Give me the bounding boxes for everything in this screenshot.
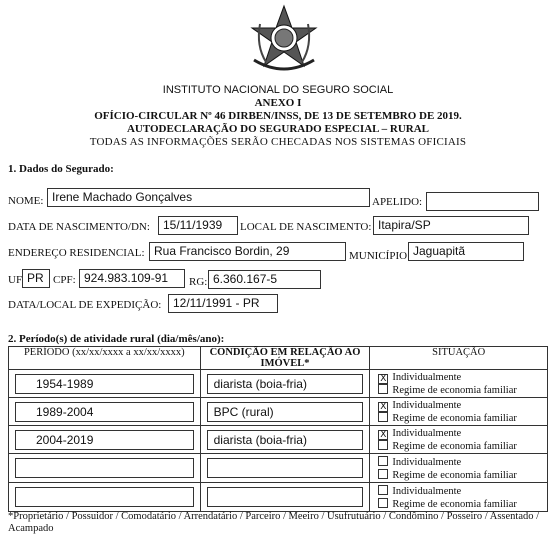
periodo-cell xyxy=(9,370,201,398)
coat-of-arms-emblem xyxy=(246,2,322,78)
condicao-field[interactable]: diarista (boia-fria) xyxy=(207,374,364,394)
individual-option[interactable] xyxy=(378,400,547,412)
individual-checkbox[interactable]: X xyxy=(380,402,387,412)
individual-label: Individualmente xyxy=(392,428,462,439)
condicao-cell xyxy=(200,398,370,426)
apelido-label: APELIDO: xyxy=(372,196,423,208)
individual-option[interactable] xyxy=(378,485,547,498)
nome-field[interactable]: Irene Machado Gonçalves xyxy=(47,188,370,207)
periodo-field[interactable] xyxy=(15,458,194,478)
regime-checkbox[interactable] xyxy=(378,384,388,394)
uf-label: UF xyxy=(8,274,23,286)
regime-checkbox[interactable] xyxy=(378,469,388,479)
circular-title: OFÍCIO-CIRCULAR Nº 46 DIRBEN/INSS, DE 13 DE SETEMBRO DE 2019. xyxy=(94,110,462,122)
table-row xyxy=(9,370,548,398)
rg-field[interactable]: 6.360.167-5 xyxy=(208,270,321,289)
situacao-cell xyxy=(370,426,548,454)
condicao-field[interactable] xyxy=(207,487,364,507)
uf-field[interactable]: PR xyxy=(22,269,50,288)
individual-option[interactable] xyxy=(378,372,547,384)
table-row xyxy=(9,454,548,483)
condicao-field[interactable]: diarista (boia-fria) xyxy=(207,430,364,450)
condicao-field[interactable]: BPC (rural) xyxy=(207,402,364,422)
condicao-cell xyxy=(200,370,370,398)
col-condicao-header: CONDIÇÃO EM RELAÇÃO AO IMÓVEL* xyxy=(200,347,370,370)
institute-name: INSTITUTO NACIONAL DO SEGURO SOCIAL xyxy=(162,84,394,96)
periodo-cell xyxy=(9,426,201,454)
regime-label: Regime de economia familiar xyxy=(392,470,517,481)
regime-checkbox[interactable] xyxy=(378,498,388,508)
individual-checkbox[interactable]: X xyxy=(380,430,387,440)
endereco-field[interactable]: Rua Francisco Bordin, 29 xyxy=(149,242,346,261)
individual-checkbox[interactable] xyxy=(378,485,388,495)
individual-label: Individualmente xyxy=(392,457,462,468)
table-row xyxy=(9,398,548,426)
individual-checkbox[interactable]: X xyxy=(380,374,387,384)
periodo-field[interactable]: 2004-2019 xyxy=(15,430,194,450)
rural-activity-table xyxy=(8,346,548,512)
periodo-cell xyxy=(9,398,201,426)
situacao-cell xyxy=(370,370,548,398)
table-row xyxy=(9,426,548,454)
condicao-cell xyxy=(200,426,370,454)
endereco-label: ENDEREÇO RESIDENCIAL: xyxy=(8,247,145,259)
condicao-cell xyxy=(200,483,370,512)
annex-label: ANEXO I xyxy=(254,97,302,109)
condicao-cell xyxy=(200,454,370,483)
expedicao-label: DATA/LOCAL DE EXPEDIÇÃO: xyxy=(8,299,162,311)
apelido-field[interactable] xyxy=(426,192,539,211)
regime-label: Regime de economia familiar xyxy=(392,499,517,510)
situacao-cell xyxy=(370,398,548,426)
regime-option[interactable] xyxy=(378,384,547,397)
regime-option[interactable] xyxy=(378,469,547,482)
section1-heading: 1. Dados do Segurado: xyxy=(8,163,114,175)
table-row xyxy=(9,483,548,512)
rg-label: RG: xyxy=(189,276,208,288)
municipio-field[interactable]: Jaguapitã xyxy=(408,242,524,261)
col-situacao-header: SITUAÇÃO xyxy=(370,347,548,370)
nascimento-field[interactable]: 15/11/1939 xyxy=(158,216,238,235)
nascimento-label: DATA DE NASCIMENTO/DN: xyxy=(8,221,150,233)
periodo-cell xyxy=(9,454,201,483)
local-nascimento-field[interactable]: Itapira/SP xyxy=(373,216,529,235)
individual-label: Individualmente xyxy=(392,400,462,411)
cpf-label: CPF: xyxy=(53,274,76,286)
regime-option[interactable] xyxy=(378,412,547,425)
individual-option[interactable] xyxy=(378,428,547,440)
nome-label: NOME: xyxy=(8,195,44,207)
periodo-field[interactable] xyxy=(15,487,194,507)
periodo-field[interactable]: 1989-2004 xyxy=(15,402,194,422)
condicao-field[interactable] xyxy=(207,458,364,478)
cpf-field[interactable]: 924.983.109-91 xyxy=(79,269,185,288)
periodo-cell xyxy=(9,483,201,512)
regime-label: Regime de economia familiar xyxy=(392,441,517,452)
individual-checkbox[interactable] xyxy=(378,456,388,466)
form-title: AUTODECLARAÇÃO DO SEGURADO ESPECIAL – RURAL xyxy=(126,123,430,135)
individual-option[interactable] xyxy=(378,456,547,469)
regime-label: Regime de economia familiar xyxy=(392,413,517,424)
municipio-label: MUNICÍPIO xyxy=(349,250,408,262)
section2-heading: 2. Período(s) de atividade rural (dia/mês/ano): xyxy=(8,333,225,345)
verification-notice: TODAS AS INFORMAÇÕES SERÃO CHECADAS NOS SISTEMAS OFICIAIS xyxy=(89,136,467,148)
local-nascimento-label: LOCAL DE NASCIMENTO: xyxy=(240,221,372,233)
expedicao-field[interactable]: 12/11/1991 - PR xyxy=(168,294,278,313)
footnote: *Proprietário / Possuidor / Comodatário / Arrendatário / Parceiro / Meeiro / Usufrutuário / Condômino / Posseiro / Assentado / Acampado xyxy=(8,511,540,534)
individual-label: Individualmente xyxy=(392,486,462,497)
regime-checkbox[interactable] xyxy=(378,412,388,422)
situacao-cell xyxy=(370,483,548,512)
regime-option[interactable] xyxy=(378,440,547,453)
periodo-field[interactable]: 1954-1989 xyxy=(15,374,194,394)
regime-label: Regime de economia familiar xyxy=(392,385,517,396)
situacao-cell xyxy=(370,454,548,483)
individual-label: Individualmente xyxy=(392,372,462,383)
col-periodo-header: PERÍODO (xx/xx/xxxx a xx/xx/xxxx) xyxy=(9,347,201,370)
regime-option[interactable] xyxy=(378,498,547,511)
regime-checkbox[interactable] xyxy=(378,440,388,450)
